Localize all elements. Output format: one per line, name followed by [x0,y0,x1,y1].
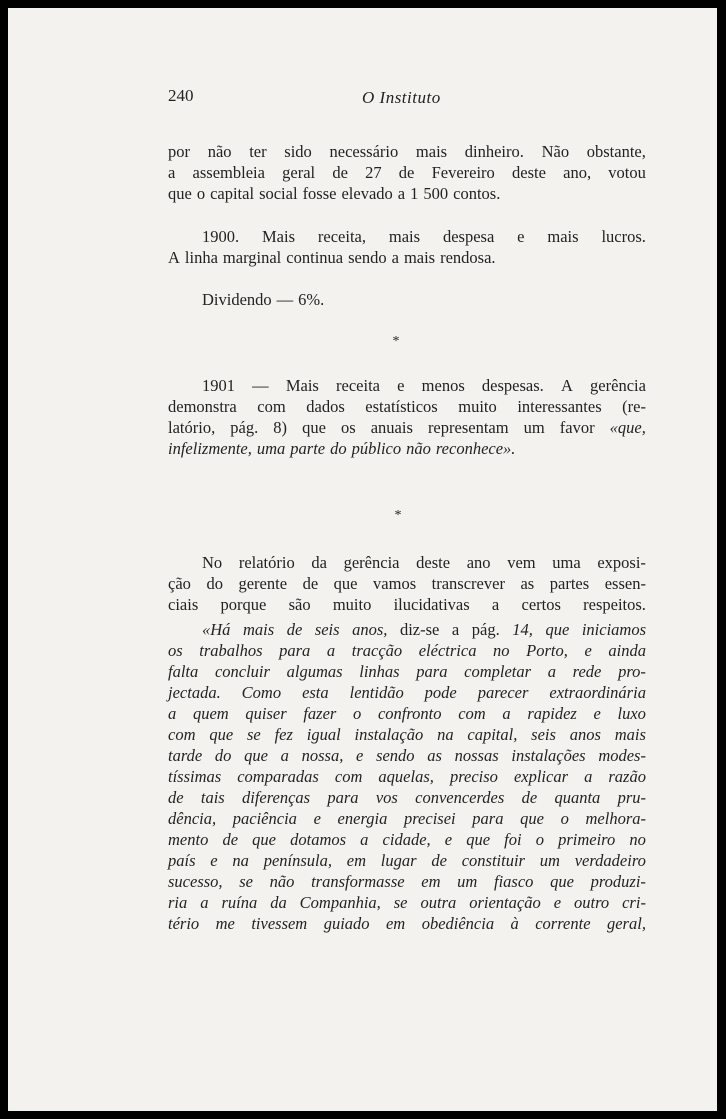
word: na [437,725,454,744]
word: da [311,553,327,572]
word: em [385,914,406,933]
text-line [168,640,646,661]
text-line [168,417,646,438]
word: e [553,893,562,912]
word: sido [284,142,312,161]
word: rendosa. [440,248,496,267]
paragraph-quotation [168,619,646,934]
word: completar [464,662,532,681]
word: ter [249,142,267,161]
word: respeitos. [583,595,646,614]
text-line [168,438,646,459]
word: No [202,553,223,572]
word: votou [608,163,646,182]
word: os [168,641,183,660]
word: país [168,851,196,870]
paragraph-1900 [168,226,646,268]
word: esta [302,683,329,702]
word: uma [256,439,286,458]
word: tério [168,914,200,933]
word: de [431,851,447,870]
word: instalações [511,746,586,765]
word: quem [192,704,229,723]
word: parte [290,439,326,458]
text-line [168,619,646,640]
word: «que, [609,418,646,437]
word: 14, [512,620,533,639]
word: outro [573,893,610,912]
word: e [356,746,364,765]
word: do [206,574,223,593]
word: vamos [373,574,417,593]
word: ano, [563,163,592,182]
word: social [259,184,298,203]
word: ciais [168,595,199,614]
word: necessário [329,142,399,161]
word: tíssimas [168,767,222,786]
paragraph-capital [168,141,646,204]
word: capital, [467,725,518,744]
word: eléctrica [418,641,477,660]
word: diz-se [399,620,440,639]
word: despesa [442,227,495,246]
word: essen- [604,574,646,593]
word: linhas [359,662,400,681]
word: contos. [453,184,501,203]
word: e [593,704,601,723]
word: para [279,641,311,660]
word: tais [200,788,225,807]
word: me [215,914,235,933]
word: A [168,248,180,267]
word: de [286,620,303,639]
word: um [539,851,560,870]
word: trabalhos [199,641,263,660]
word: com [168,725,196,744]
word: se [246,725,261,744]
word: produzi- [590,872,646,891]
word: aquelas, [378,767,434,786]
text-line [168,573,646,594]
word: um [523,418,545,437]
word: com [257,397,286,416]
word: mais [547,227,579,246]
word: a [502,704,511,723]
text-line [168,703,646,724]
book-page [8,8,717,1111]
word: muito [458,397,497,416]
text-line [168,724,646,745]
word: preciso [449,767,498,786]
word: o [560,809,569,828]
text-line [168,766,646,787]
word: a [200,893,209,912]
word: a [451,620,460,639]
word: infelizmente, [168,439,252,458]
word: iniciamos [581,620,646,639]
word: melhora- [585,809,646,828]
word: extraordinária [549,683,646,702]
word: interessantes [517,397,602,416]
word: a [360,830,369,849]
text-line [168,682,646,703]
word: mais [614,725,646,744]
word: fazer [303,704,337,723]
word: modes- [598,746,646,765]
word: o [535,830,544,849]
word: mais [415,142,448,161]
word: Não [541,142,570,161]
word: a [326,641,336,660]
word: de [398,163,415,182]
word: que [168,184,192,203]
word: na [232,851,249,870]
text-line [168,594,646,615]
word: península, [263,851,332,870]
word: e [584,641,592,660]
word: jectada. [168,683,221,702]
word: anuais [370,418,413,437]
word: certos [521,595,561,614]
word: 1 [410,184,419,203]
word: instalação [354,725,424,744]
word: a [547,662,556,681]
word: e [313,809,321,828]
word: menos [421,376,465,395]
word: porque [220,595,267,614]
word: anos, [352,620,388,639]
word: deste [416,553,451,572]
word: demonstra [168,397,237,416]
text-line [168,396,646,417]
word: e [397,376,405,395]
paragraph-dividend [168,289,646,310]
word: razão [608,767,646,786]
word: verdadeiro [574,851,646,870]
word: ainda [608,641,646,660]
word: se [239,872,253,891]
word: as [520,574,535,593]
word: tivessem [251,914,308,933]
word: rede [572,662,602,681]
word: não [207,142,232,161]
word: que [209,725,234,744]
word: pág. [230,418,259,437]
word: ruína [221,893,258,912]
word: do [214,746,232,765]
text-line [168,808,646,829]
word: muito [332,595,372,614]
word: para [472,809,504,828]
word: e [444,830,453,849]
word: fiasco [494,872,534,891]
word: de [168,788,184,807]
word: despesas. [481,376,544,395]
word: sendo [376,746,415,765]
word: a [397,184,406,203]
word: Fevereiro [431,163,495,182]
text-line [168,289,646,310]
word: paciência [232,809,297,828]
word: (re- [622,397,646,416]
word: tracção [351,641,403,660]
word: Dividendo [202,290,272,309]
word: quiser [245,704,287,723]
word: assembleia [192,163,265,182]
word: 500 [423,184,449,203]
word: as [427,746,442,765]
word: cidade, [382,830,431,849]
word: sucesso, [168,872,223,891]
word: Companhia, [299,893,381,912]
page-header [166,86,646,110]
word: ilucidativas [393,595,470,614]
word: mento [168,830,209,849]
word: explicar [513,767,569,786]
word: que [244,746,268,765]
word: que [520,809,544,828]
word: nossas [454,746,499,765]
word: para [327,788,359,807]
word: quanta [554,788,601,807]
word: diferenças [241,788,311,807]
word: concluir [214,662,270,681]
text-line [168,226,646,247]
word: — [276,290,294,309]
word: pro- [618,662,646,681]
word: latório, [168,418,216,437]
word: pru- [617,788,646,807]
word: Porto, [526,641,568,660]
word: não [269,872,295,891]
word: com [458,704,486,723]
word: linha [184,248,218,267]
word: pode [424,683,457,702]
word: de [222,830,239,849]
word: pág. [471,620,500,639]
word: geral, [606,914,646,933]
word: à [510,914,519,933]
word: seis [531,725,556,744]
text-line [168,892,646,913]
word: deste [512,163,546,182]
word: relatório [238,553,295,572]
word: ção [168,574,191,593]
word: da [270,893,287,912]
word: capital [210,184,255,203]
text-line [168,745,646,766]
word: transformasse [311,872,405,891]
word: o [353,704,362,723]
word: que [302,418,326,437]
word: constituir [461,851,525,870]
word: mais [403,248,436,267]
word: são [288,595,311,614]
word: luxo [617,704,646,723]
word: a [280,746,289,765]
word: lugar [380,851,417,870]
word: lentidão [349,683,404,702]
word: outra [420,893,457,912]
word: transcrever [431,574,505,593]
word: dinheiro. [464,142,524,161]
word: no [493,641,510,660]
word: precisei [404,809,456,828]
word: obstante, [586,142,646,161]
word: convencerdes [415,788,505,807]
word: em [346,851,367,870]
word: favor [559,418,595,437]
word: público [351,439,402,458]
text-line [168,183,646,204]
word: 27 [365,163,382,182]
word: gerência [590,376,646,395]
word: confronto [377,704,442,723]
word: partes [549,574,590,593]
word: uma [552,553,581,572]
text-line [168,552,646,573]
word: a [168,163,176,182]
word: primeiro [558,830,616,849]
word: gerência [343,553,400,572]
word: parecer [477,683,529,702]
word: sendo [348,248,387,267]
word: orientação [469,893,541,912]
word: A [560,376,573,395]
word: igual [306,725,341,744]
word: comparadas [237,767,319,786]
word: que [252,830,276,849]
word: um [457,872,478,891]
page-number: 240 [168,86,194,105]
section-separator: * [394,508,402,523]
text-line [168,162,646,183]
word: receita, [317,227,366,246]
word: se [393,893,408,912]
word: seis [314,620,340,639]
word: dotamos [290,830,347,849]
word: a [584,767,593,786]
word: a [168,704,177,723]
word: marginal [222,248,282,267]
word: de [332,163,348,182]
word: lucros. [601,227,646,246]
text-line [168,871,646,892]
word: rapidez [527,704,577,723]
word: que [550,872,574,891]
word: mais [388,227,421,246]
word: com [334,767,363,786]
word: a [491,595,500,614]
word: obediência [421,914,495,933]
word: guiado [323,914,370,933]
text-line [168,787,646,808]
word: o [196,184,206,203]
word: ano [466,553,491,572]
word: gerente [238,574,288,593]
word: 1901 [202,376,235,395]
word: representam [427,418,509,437]
word: de [302,574,319,593]
text-line [168,141,646,162]
text-line [168,829,646,850]
running-title: O Instituto [362,88,441,107]
word: não [406,439,431,458]
word: fez [274,725,293,744]
word: 8) [273,418,288,437]
word: de [521,788,538,807]
word: continua [286,248,344,267]
paragraph-1901 [168,375,646,459]
text-line [168,247,646,268]
text-line [168,850,646,871]
text-line [168,913,646,934]
word: que [545,620,570,639]
word: que [333,574,358,593]
word: ria [168,893,188,912]
word: Como [241,683,282,702]
word: elevado [341,184,393,203]
word: e [517,227,525,246]
word: mais [242,620,275,639]
word: fosse [302,184,337,203]
word: energia [337,809,388,828]
word: que [466,830,491,849]
word: vos [375,788,398,807]
word: no [629,830,646,849]
text-line [168,661,646,682]
word: exposi- [597,553,646,572]
word: 1900. [202,227,240,246]
word: dência, [168,809,217,828]
section-separator: * [392,334,400,349]
word: — [252,376,269,395]
word: geral [282,163,316,182]
word: corrente [535,914,591,933]
paragraph-report [168,552,646,615]
word: os [340,418,356,437]
word: em [421,872,441,891]
word: Mais [262,227,296,246]
word: foi [504,830,522,849]
word: nossa, [301,746,344,765]
word: receita [336,376,380,395]
word: estatísticos [365,397,438,416]
word: cri- [622,893,646,912]
word: anos [569,725,601,744]
word: do [330,439,347,458]
word: a [391,248,399,267]
text-line [168,375,646,396]
word: falta [168,662,199,681]
word: dados [306,397,345,416]
word: vem [507,553,536,572]
word: reconhece». [435,439,516,458]
word: e [210,851,218,870]
word: Mais [285,376,319,395]
word: 6%. [298,290,325,309]
word: por [168,142,190,161]
word: algumas [286,662,343,681]
word: tarde [168,746,203,765]
word: «Há [202,620,231,639]
word: para [416,662,448,681]
